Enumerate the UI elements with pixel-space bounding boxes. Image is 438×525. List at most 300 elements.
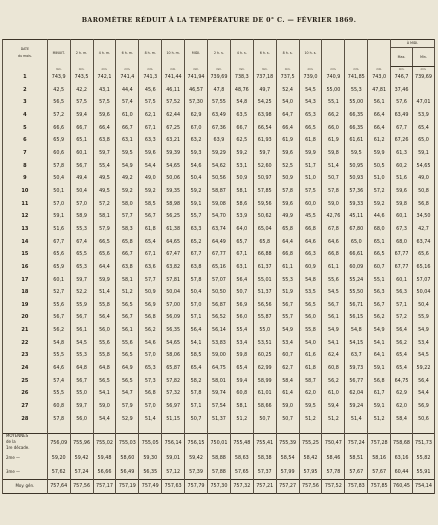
mean-value-cell: 58,16 bbox=[368, 452, 391, 466]
value-cell: 63,6 bbox=[139, 261, 162, 274]
general-mean-cell: 757,30 bbox=[207, 480, 230, 494]
mean-value-cell: 755,25 bbox=[299, 434, 322, 453]
value-cell: 58,1 bbox=[230, 185, 253, 198]
value-cell: 56,0 bbox=[93, 324, 116, 337]
value-cell: 51,37 bbox=[253, 286, 276, 299]
value-cell: 50,4 bbox=[185, 286, 208, 299]
value-cell: 55,6 bbox=[93, 337, 116, 350]
col-header: MINUIT. bbox=[47, 40, 70, 67]
value-cell: 55,3 bbox=[70, 349, 93, 362]
value-cell: 62,0 bbox=[391, 400, 413, 413]
value-cell: 58,2 bbox=[185, 375, 208, 388]
table-row bbox=[3, 413, 435, 426]
value-cell: 54,9 bbox=[322, 324, 345, 337]
value-cell: 46,11 bbox=[162, 84, 185, 97]
value-cell: 60,8 bbox=[322, 362, 345, 375]
value-cell: 67,7 bbox=[47, 236, 70, 249]
value-cell: 61,0 bbox=[116, 109, 139, 122]
value-cell: 56,2 bbox=[391, 337, 413, 350]
value-cell: 67,36 bbox=[207, 122, 230, 135]
value-cell: 55,1 bbox=[322, 96, 345, 109]
value-cell: 64,75 bbox=[207, 362, 230, 375]
value-cell: 55,9 bbox=[412, 311, 434, 324]
value-cell: 55,8 bbox=[299, 324, 322, 337]
value-cell: 64,8 bbox=[93, 362, 116, 375]
value-cell: 60,8 bbox=[230, 387, 253, 400]
value-cell: 58,1 bbox=[93, 210, 116, 223]
value-cell: 64,6 bbox=[47, 362, 70, 375]
means-row bbox=[3, 452, 435, 466]
day-cell: 26 bbox=[3, 387, 48, 400]
value-cell: 54,8 bbox=[299, 274, 322, 287]
value-cell: 58,7 bbox=[299, 375, 322, 388]
value-cell: 56,7 bbox=[116, 311, 139, 324]
value-cell: 57,82 bbox=[162, 375, 185, 388]
value-cell: 64,9 bbox=[116, 362, 139, 375]
value-cell: 60,7 bbox=[276, 349, 299, 362]
unit-label: mm. bbox=[345, 67, 368, 72]
value-cell: 58,6 bbox=[230, 198, 253, 211]
value-cell: 59,29 bbox=[207, 147, 230, 160]
value-cell: 59,08 bbox=[207, 198, 230, 211]
value-cell: 66,8 bbox=[299, 223, 322, 236]
table-row bbox=[3, 185, 435, 198]
value-cell: 60,8 bbox=[47, 400, 70, 413]
value-cell: 67,25 bbox=[162, 122, 185, 135]
value-cell: 54,65 bbox=[162, 160, 185, 173]
value-cell: 67,7 bbox=[391, 122, 413, 135]
value-cell: 65,9 bbox=[47, 261, 70, 274]
value-cell: 56,0 bbox=[299, 311, 322, 324]
value-cell: 64,75 bbox=[391, 375, 413, 388]
value-cell: 65,16 bbox=[412, 261, 434, 274]
value-cell: 59,2 bbox=[368, 198, 391, 211]
table-row bbox=[3, 223, 435, 236]
value-cell: 56,25 bbox=[162, 210, 185, 223]
col-header: 6 h. m. bbox=[116, 40, 139, 67]
value-cell: 57,81 bbox=[162, 274, 185, 287]
value-cell: 52,9 bbox=[116, 413, 139, 426]
value-cell: 51,2 bbox=[230, 413, 253, 426]
day-cell: 27 bbox=[3, 400, 48, 413]
value-cell: 44,4 bbox=[116, 84, 139, 97]
value-cell: 63,3 bbox=[139, 134, 162, 147]
value-cell: 52,5 bbox=[276, 160, 299, 173]
value-cell: 58,87 bbox=[207, 185, 230, 198]
unit-label: mm. bbox=[230, 67, 253, 72]
value-cell: 50,7 bbox=[185, 413, 208, 426]
value-cell: 55,87 bbox=[253, 311, 276, 324]
general-mean-cell: 757,19 bbox=[116, 480, 139, 494]
value-cell: 54,6 bbox=[139, 337, 162, 350]
value-cell: 59,2 bbox=[139, 185, 162, 198]
value-cell: 63,5 bbox=[230, 109, 253, 122]
mean-value-cell: 57,24 bbox=[70, 466, 93, 480]
value-cell: 59,3 bbox=[185, 147, 208, 160]
value-cell: 54,9 bbox=[368, 324, 391, 337]
value-cell: 56,97 bbox=[162, 400, 185, 413]
value-cell: 50,7 bbox=[322, 172, 345, 185]
col-header: 4 h. m. bbox=[93, 40, 116, 67]
value-cell: 63,2 bbox=[185, 134, 208, 147]
means-label bbox=[3, 466, 48, 480]
value-cell: 57,0 bbox=[139, 349, 162, 362]
value-cell: 56,1 bbox=[116, 324, 139, 337]
mean-value-cell: 57,99 bbox=[276, 466, 299, 480]
spacer-cell bbox=[345, 425, 368, 434]
mean-value-cell: 57,88 bbox=[207, 466, 230, 480]
mean-value-cell: 59,01 bbox=[162, 452, 185, 466]
value-cell: 56,7 bbox=[70, 311, 93, 324]
unit-label: mm. bbox=[93, 67, 116, 72]
value-cell: 61,01 bbox=[253, 387, 276, 400]
value-cell: 57,9 bbox=[93, 223, 116, 236]
mean-value-cell: 56,49 bbox=[116, 466, 139, 480]
value-cell: 62,99 bbox=[253, 362, 276, 375]
value-cell: 59,39 bbox=[162, 147, 185, 160]
table-body bbox=[3, 67, 435, 494]
value-cell: 54,5 bbox=[322, 286, 345, 299]
value-cell: 51,9 bbox=[276, 286, 299, 299]
value-cell: 60,6 bbox=[47, 147, 70, 160]
mean-value-cell: 755,02 bbox=[93, 434, 116, 453]
value-cell: 59,22 bbox=[412, 362, 434, 375]
value-cell: 67,77 bbox=[207, 248, 230, 261]
value-cell: 42,7 bbox=[412, 223, 434, 236]
value-cell: 54,0 bbox=[276, 96, 299, 109]
value-cell: 63,82 bbox=[162, 261, 185, 274]
value-cell: 55,24 bbox=[345, 274, 368, 287]
value-cell: 66,4 bbox=[276, 122, 299, 135]
value-cell: 50,04 bbox=[412, 286, 434, 299]
value-cell: 65,3 bbox=[70, 261, 93, 274]
value-cell: 51,6 bbox=[391, 172, 413, 185]
value-cell: 56,4 bbox=[185, 324, 208, 337]
value-cell: 743,0 bbox=[368, 71, 391, 84]
value-cell: 59,6 bbox=[93, 109, 116, 122]
value-cell: 63,8 bbox=[185, 261, 208, 274]
day-cell: 5 bbox=[3, 122, 48, 135]
value-cell: 53,9 bbox=[230, 210, 253, 223]
value-cell: 56,7 bbox=[70, 160, 93, 173]
unit-label: mm. bbox=[185, 67, 208, 72]
general-mean-cell: 757,56 bbox=[70, 480, 93, 494]
table-row bbox=[3, 274, 435, 287]
value-cell: 56,5 bbox=[116, 299, 139, 312]
value-cell: 51,4 bbox=[322, 160, 345, 173]
unit-label: mm. bbox=[116, 67, 139, 72]
unit-label: mm. bbox=[207, 67, 230, 72]
value-cell: 44,6 bbox=[368, 210, 391, 223]
value-cell: 51,0 bbox=[299, 172, 322, 185]
value-cell: 67,1 bbox=[139, 248, 162, 261]
value-cell: 57,1 bbox=[391, 299, 413, 312]
value-cell: 50,1 bbox=[47, 185, 70, 198]
value-cell: 50,06 bbox=[162, 172, 185, 185]
value-cell: 67,8 bbox=[322, 223, 345, 236]
value-cell: 62,9 bbox=[391, 387, 413, 400]
value-cell: 740,9 bbox=[322, 71, 345, 84]
table-row bbox=[3, 400, 435, 413]
value-cell: 61,0 bbox=[322, 387, 345, 400]
value-cell: 67,0 bbox=[185, 122, 208, 135]
value-cell: 55,8 bbox=[93, 299, 116, 312]
value-cell: 59,7 bbox=[253, 147, 276, 160]
value-cell: 57,7 bbox=[116, 210, 139, 223]
day-cell: 15 bbox=[3, 248, 48, 261]
value-cell: 59,73 bbox=[345, 362, 368, 375]
value-cell: 56,8 bbox=[368, 375, 391, 388]
day-cell: 8 bbox=[3, 160, 48, 173]
spacer-cell bbox=[276, 425, 299, 434]
value-cell: 56,7 bbox=[276, 299, 299, 312]
value-cell: 54,62 bbox=[207, 160, 230, 173]
date-column-header bbox=[3, 40, 48, 67]
value-cell: 61,61 bbox=[345, 134, 368, 147]
value-cell: 55,7 bbox=[185, 210, 208, 223]
value-cell: 66,2 bbox=[322, 109, 345, 122]
means-row bbox=[3, 466, 435, 480]
value-cell: 65,4 bbox=[230, 362, 253, 375]
mean-value-cell: 58,46 bbox=[322, 452, 345, 466]
spacer-cell bbox=[139, 425, 162, 434]
general-mean-cell: 757,21 bbox=[253, 480, 276, 494]
value-cell: 60,2 bbox=[391, 160, 413, 173]
value-cell: 57,52 bbox=[162, 96, 185, 109]
value-cell: 59,5 bbox=[299, 400, 322, 413]
table-row bbox=[3, 248, 435, 261]
spacer-cell bbox=[391, 425, 413, 434]
value-cell: 56,8 bbox=[412, 198, 434, 211]
value-cell: 54,1 bbox=[185, 337, 208, 350]
value-cell: 50,9 bbox=[276, 172, 299, 185]
mean-value-cell: 755,05 bbox=[139, 434, 162, 453]
general-mean-cell: 757,64 bbox=[47, 480, 70, 494]
value-cell: 56,4 bbox=[93, 311, 116, 324]
value-cell: 67,47 bbox=[162, 248, 185, 261]
table-row bbox=[3, 362, 435, 375]
unit-label: mm. bbox=[368, 67, 391, 72]
value-cell: 56,35 bbox=[162, 324, 185, 337]
value-cell: 55,4 bbox=[230, 324, 253, 337]
value-cell: 59,6 bbox=[139, 147, 162, 160]
value-cell: 57,2 bbox=[93, 198, 116, 211]
value-cell: 53,83 bbox=[207, 337, 230, 350]
value-cell: 54,5 bbox=[412, 349, 434, 362]
value-cell: 67,77 bbox=[391, 248, 413, 261]
general-mean-cell: 757,32 bbox=[230, 480, 253, 494]
value-cell: 56,7 bbox=[322, 299, 345, 312]
value-cell: 58,0 bbox=[116, 198, 139, 211]
unit-label: mm. bbox=[47, 67, 70, 72]
value-cell: 54,8 bbox=[47, 337, 70, 350]
value-cell: 61,2 bbox=[368, 134, 391, 147]
general-mean-cell: 754,14 bbox=[412, 480, 434, 494]
value-cell: 67,1 bbox=[230, 248, 253, 261]
day-cell: 11 bbox=[3, 198, 48, 211]
value-cell: 50,04 bbox=[162, 286, 185, 299]
value-cell: 60,1 bbox=[70, 147, 93, 160]
date-header-line2: du mois. bbox=[17, 54, 32, 59]
value-cell: 50,93 bbox=[345, 172, 368, 185]
value-cell: 37,46 bbox=[391, 84, 413, 97]
value-cell: 61,93 bbox=[253, 134, 276, 147]
value-cell: 50,5 bbox=[368, 160, 391, 173]
day-cell: 23 bbox=[3, 349, 48, 362]
value-cell: 65,6 bbox=[93, 248, 116, 261]
value-cell: 56,5 bbox=[116, 349, 139, 362]
value-cell: 50,4 bbox=[47, 172, 70, 185]
value-cell: 61,1 bbox=[322, 261, 345, 274]
value-cell: 51,4 bbox=[345, 413, 368, 426]
value-cell: 56,7 bbox=[368, 299, 391, 312]
value-cell: 56,5 bbox=[299, 299, 322, 312]
value-cell: 59,1 bbox=[185, 198, 208, 211]
value-cell: 57,5 bbox=[70, 96, 93, 109]
value-cell: 58,9 bbox=[70, 210, 93, 223]
col-header: 10 h. m. bbox=[162, 40, 185, 67]
value-cell: 56,4 bbox=[391, 324, 413, 337]
value-cell: 54,8 bbox=[345, 324, 368, 337]
value-cell: 65,0 bbox=[345, 236, 368, 249]
col-header: 8 h. m. bbox=[139, 40, 162, 67]
value-cell: 67,80 bbox=[345, 223, 368, 236]
day-cell: 18 bbox=[3, 286, 48, 299]
value-cell: 59,2 bbox=[230, 147, 253, 160]
value-cell: 737,18 bbox=[253, 71, 276, 84]
means-period-label: 1re décade. bbox=[6, 446, 30, 452]
value-cell: 49,5 bbox=[93, 185, 116, 198]
value-cell: 56,1 bbox=[322, 311, 345, 324]
value-cell: 56,7 bbox=[47, 311, 70, 324]
barometer-table bbox=[2, 39, 435, 494]
value-cell: 57,85 bbox=[253, 185, 276, 198]
value-cell: 54,3 bbox=[299, 96, 322, 109]
table-row bbox=[3, 109, 435, 122]
value-cell: 59,74 bbox=[207, 387, 230, 400]
value-cell: 56,4 bbox=[412, 375, 434, 388]
col-header: 10 h. s. bbox=[299, 40, 322, 67]
max-header: Max. bbox=[391, 48, 413, 67]
value-cell: 49,7 bbox=[253, 84, 276, 97]
spacer-cell bbox=[368, 425, 391, 434]
mean-value-cell: 59,20 bbox=[47, 452, 70, 466]
mean-value-cell: 57,67 bbox=[368, 466, 391, 480]
value-cell: 65,6 bbox=[47, 248, 70, 261]
value-cell: 49,9 bbox=[276, 210, 299, 223]
value-cell: 66,54 bbox=[253, 122, 276, 135]
value-cell: 746,7 bbox=[391, 71, 413, 84]
value-cell: 54,25 bbox=[253, 96, 276, 109]
value-cell: 53,51 bbox=[253, 337, 276, 350]
value-cell: 56,7 bbox=[70, 375, 93, 388]
value-cell: 56,8 bbox=[139, 387, 162, 400]
value-cell: 55,5 bbox=[47, 387, 70, 400]
value-cell: 739,69 bbox=[412, 71, 434, 84]
value-cell: 65,7 bbox=[230, 236, 253, 249]
value-cell: 56,9 bbox=[230, 299, 253, 312]
value-cell: 65,87 bbox=[162, 362, 185, 375]
value-cell: 42,76 bbox=[322, 210, 345, 223]
mean-value-cell: 58,88 bbox=[207, 452, 230, 466]
value-cell: 66,4 bbox=[93, 122, 116, 135]
day-cell: 7 bbox=[3, 147, 48, 160]
value-cell: 61,7 bbox=[368, 387, 391, 400]
table-row bbox=[3, 299, 435, 312]
value-cell: 53,4 bbox=[230, 337, 253, 350]
value-cell: 56,8 bbox=[139, 311, 162, 324]
general-mean-row bbox=[3, 480, 435, 494]
unit-label: mm. bbox=[322, 67, 345, 72]
value-cell: 65,4 bbox=[185, 362, 208, 375]
value-cell: 53,5 bbox=[299, 286, 322, 299]
value-cell: 59,8 bbox=[322, 147, 345, 160]
value-cell: 54,9 bbox=[116, 160, 139, 173]
day-cell: 19 bbox=[3, 299, 48, 312]
value-cell: 56,87 bbox=[207, 299, 230, 312]
spacer-cell bbox=[70, 425, 93, 434]
value-cell: 56,3 bbox=[368, 286, 391, 299]
mean-value-cell: 55,82 bbox=[412, 452, 434, 466]
mean-value-cell: 56,66 bbox=[93, 466, 116, 480]
value-cell: 53,9 bbox=[412, 109, 434, 122]
value-cell: 56,5 bbox=[116, 375, 139, 388]
value-cell: 62,44 bbox=[162, 109, 185, 122]
value-cell: 51,15 bbox=[162, 413, 185, 426]
value-cell: 57,5 bbox=[139, 96, 162, 109]
mean-value-cell: 750,47 bbox=[322, 434, 345, 453]
mean-value-cell: 55,91 bbox=[412, 466, 434, 480]
table-row bbox=[3, 84, 435, 97]
value-cell: 34,50 bbox=[412, 210, 434, 223]
value-cell: 53,1 bbox=[230, 160, 253, 173]
value-cell: 57,0 bbox=[185, 299, 208, 312]
value-cell: 61,4 bbox=[276, 387, 299, 400]
value-cell: 66,4 bbox=[368, 109, 391, 122]
value-cell: 61,9 bbox=[276, 134, 299, 147]
value-cell: 66,6 bbox=[47, 122, 70, 135]
value-cell: 65,4 bbox=[139, 236, 162, 249]
value-cell: 56,2 bbox=[368, 311, 391, 324]
table-row bbox=[3, 311, 435, 324]
value-cell: 58,06 bbox=[162, 349, 185, 362]
value-cell: 51,2 bbox=[322, 413, 345, 426]
value-cell: 51,4 bbox=[93, 286, 116, 299]
value-cell: 56,4 bbox=[230, 274, 253, 287]
value-cell: 64,7 bbox=[276, 109, 299, 122]
value-cell: 55,0 bbox=[70, 387, 93, 400]
value-cell: 59,5 bbox=[345, 147, 368, 160]
table-row bbox=[3, 337, 435, 350]
value-cell: 56,9 bbox=[412, 400, 434, 413]
mean-value-cell: 57,12 bbox=[162, 466, 185, 480]
value-cell: 59,6 bbox=[391, 185, 413, 198]
means-label bbox=[3, 452, 48, 466]
value-cell: 56,5 bbox=[47, 96, 70, 109]
value-cell: 58,4 bbox=[276, 375, 299, 388]
extremes-header: À MIDI. bbox=[391, 40, 435, 48]
value-cell: 62,5 bbox=[230, 134, 253, 147]
value-cell: 739,0 bbox=[299, 71, 322, 84]
value-cell: 67,26 bbox=[391, 134, 413, 147]
day-cell: 12 bbox=[3, 210, 48, 223]
spacer-cell bbox=[116, 425, 139, 434]
value-cell: 56,7 bbox=[139, 210, 162, 223]
value-cell: 58,1 bbox=[116, 274, 139, 287]
value-cell: 59,9 bbox=[368, 147, 391, 160]
value-cell: 50,50 bbox=[207, 286, 230, 299]
value-cell: 60,9 bbox=[299, 261, 322, 274]
